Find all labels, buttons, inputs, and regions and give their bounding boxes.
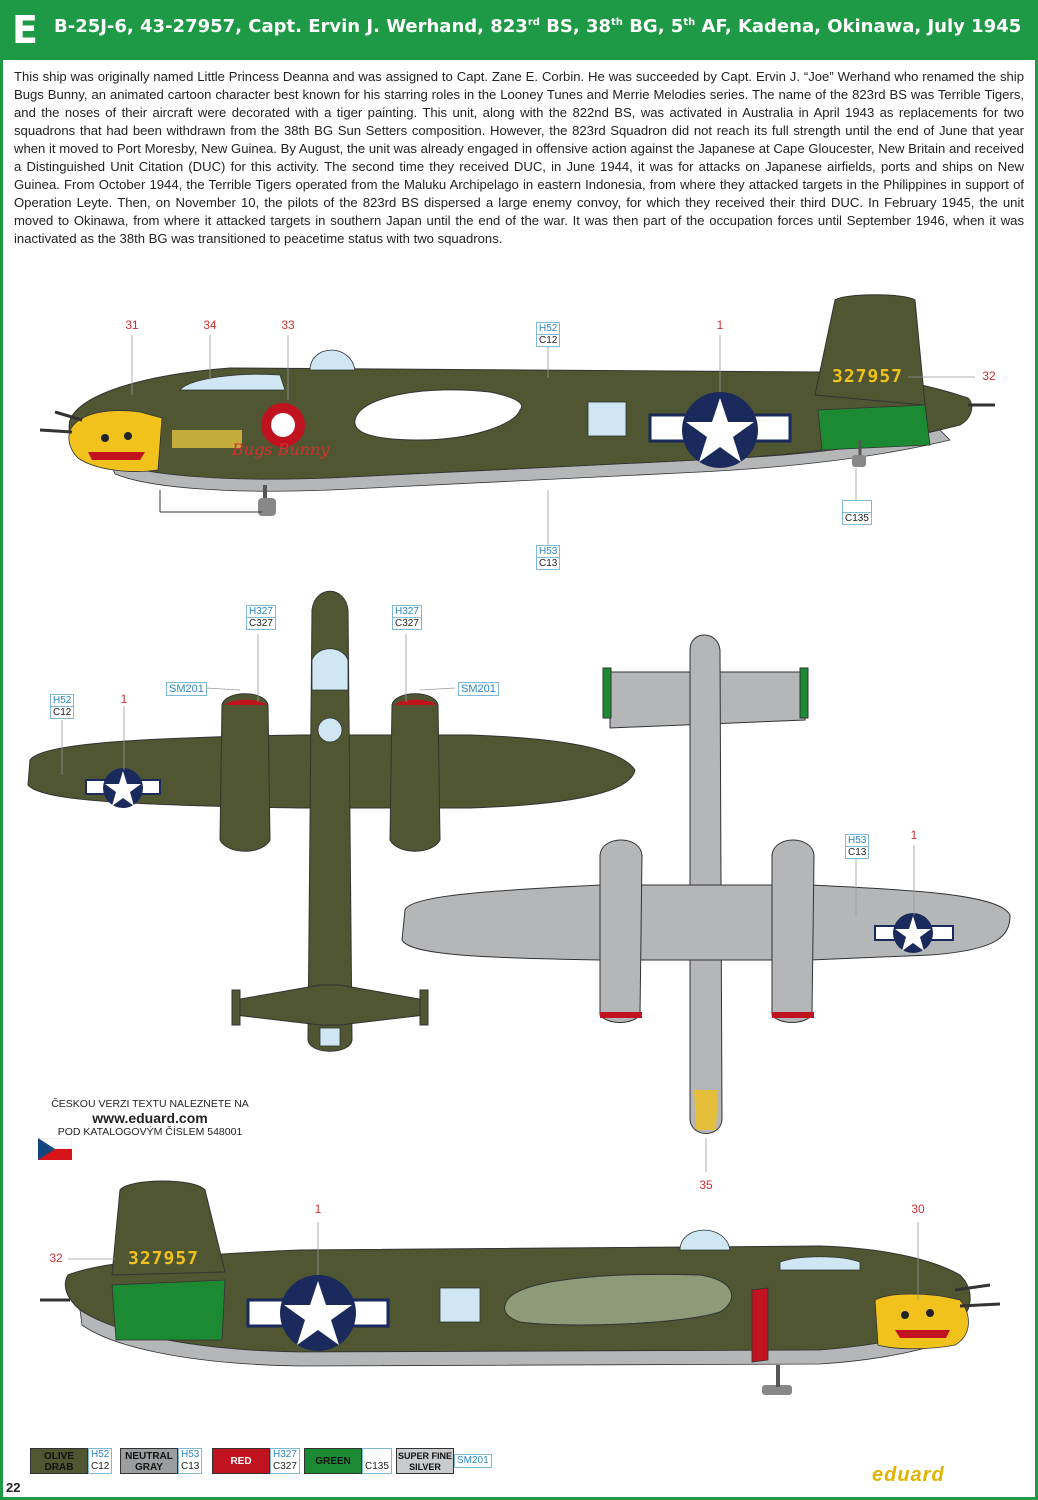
legend-olive-drab: OLIVE DRAB [30,1448,88,1474]
legend-neutral-gray-code: H53 C13 [178,1448,202,1474]
callout-35: 35 [699,1178,713,1192]
callout-34: 34 [203,318,217,332]
callout-30: 30 [911,1202,925,1216]
page-number: 22 [6,1480,21,1495]
paint-code-nacelle-left: H327 C327 [246,605,276,630]
czech-version-note: ČESKOU VERZI TEXTU NALEZNETE NA www.eduard.com POD KATALOGOVÝM ČÍSLEM 548001 [30,1098,270,1138]
history-description: This ship was originally named Little Princess Deanna and was assigned to Capt. Zane E. Corbin. He was succeeded by Capt. Ervin J. “Joe” Werhand who renamed the ship Bugs Bunny, an animated cartoon character best known for his starring roles in the Looney Tunes and Merrie Melodies series. The name of the 823rd BS was Terrible Tigers, and the noses of their aircraft were decorated with a tiger painting. This unit, along with the 822nd BS, was activated in Australia in April 1943 as replacements for two squadrons that had been withdrawn from the 38th BG Sun Setters composition. However, the 823rd Squadron did not reach its full strength until the end of June that year when it moved to Port Moresby, New Guinea. By August, the unit was already engaged in offensive action against the Japanese at Cape Gloucester, New Britain and received a Distinguished Unit Citation (DUC) for this activity. The second time they received DUC, in June 1944, it was for attacks on Japanese airfields, ports and ships on New Guinea. From October 1944, the Terrible Tigers operated from the Maluku Archipelago in eastern Indonesia, from where they attacked targets in the Philippines in support of Operation Leyte. Then, on November 10, the pilots of the 823rd BS dispersed a large enemy convoy, for which they received their third DUC. In February 1945, the unit moved to Okinawa, from where it attacked targets in southern Japan until the end of the war. It was then part of the occupation forces until September 1946, when it was inactivated as the 38th BG was transitioned to peacetime status with two squadrons. [14,69,1024,246]
paint-code-olive-top: H52 C12 [536,322,560,347]
eduard-logo: eduard [872,1464,945,1486]
callout-33: 33 [281,318,295,332]
legend-green-code: C135 [362,1448,392,1474]
callout-1-side-left: 1 [716,318,724,332]
paint-code-green-tail: C135 [842,500,872,525]
paint-code-silver-left: SM201 [166,682,207,696]
legend-red-code: H327 C327 [270,1448,300,1474]
tail-serial-left: 327957 [832,366,904,387]
callout-1-top: 1 [120,692,128,706]
callout-1-side-right: 1 [314,1202,322,1216]
callout-31: 31 [125,318,139,332]
legend-red: RED [212,1448,270,1474]
nose-art-name-left: Bugs Bunny [232,440,330,459]
legend-neutral-gray: NEUTRAL GRAY [120,1448,178,1474]
page-title: B-25J-6, 43-27957, Capt. Ervin J. Werhand, 823rd BS, 38th BG, 5th AF, Kadena, Okinawa, July 1945 [54,16,1022,37]
callout-32-side-right: 32 [49,1251,63,1265]
paint-code-gray-wing: H53 C13 [845,834,869,859]
paint-code-gray-bottom: H53 C13 [536,545,560,570]
callout-1-bottom: 1 [910,828,918,842]
callout-32-side-left: 32 [982,369,996,383]
tail-serial-right: 327957 [128,1248,200,1269]
paint-code-silver-right: SM201 [458,682,499,696]
website-link[interactable]: www.eduard.com [92,1110,208,1126]
paint-code-olive-wing: H52 C12 [50,694,74,719]
legend-super-fine-silver: SUPER FINE SILVER [396,1448,454,1474]
paint-code-nacelle-right: H327 C327 [392,605,422,630]
legend-silver-code: SM201 [454,1454,492,1468]
legend-olive-drab-code: H52 C12 [88,1448,112,1474]
scheme-letter: E [12,8,38,52]
legend-green: GREEN [304,1448,362,1474]
